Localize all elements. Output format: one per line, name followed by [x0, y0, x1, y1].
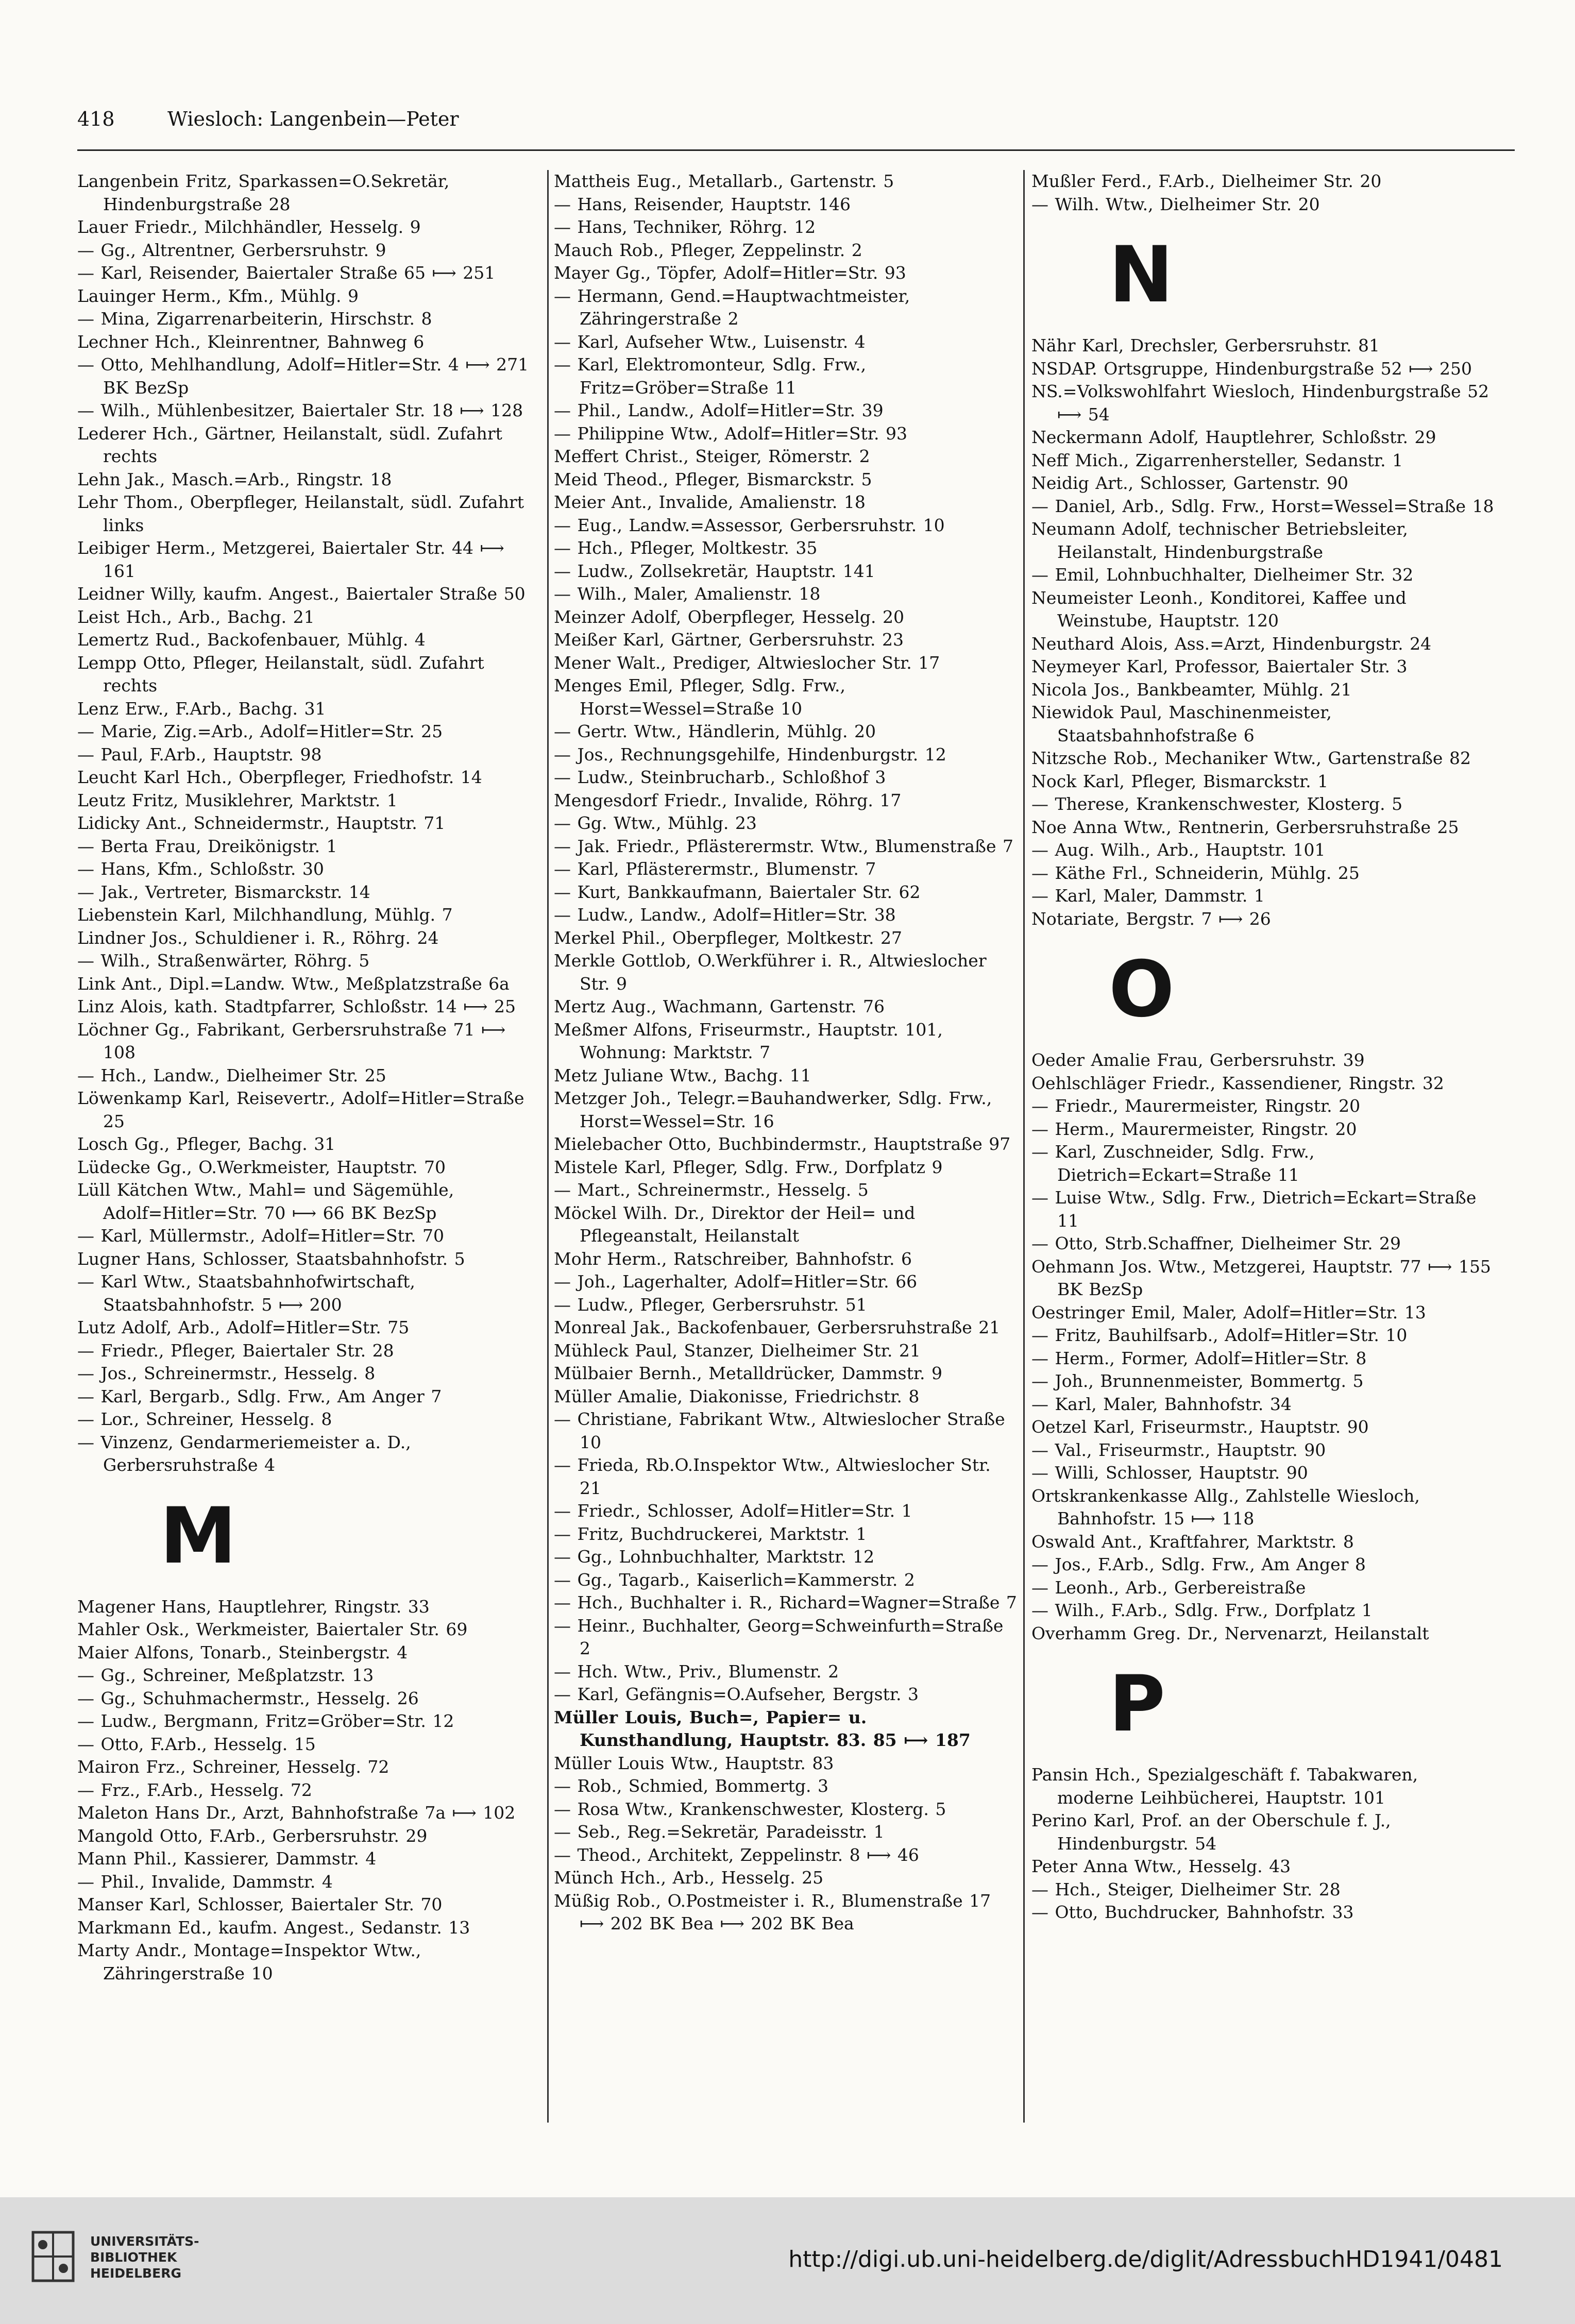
directory-entry: — Therese, Krankenschwester, Klosterg. 5 — [1031, 794, 1403, 814]
column-3 — [1031, 170, 1495, 1924]
directory-entry: Mayer Gg., Töpfer, Adolf=Hitler=Str. 93 — [554, 263, 906, 283]
directory-entry: Oeder Amalie Frau, Gerbersruhstr. 39 — [1031, 1050, 1365, 1070]
library-logo-icon — [30, 2228, 76, 2285]
column-1 — [77, 170, 541, 1985]
directory-entry: — Gg., Lohnbuchhalter, Marktstr. 12 — [554, 1547, 875, 1567]
directory-entry: Lutz Adolf, Arb., Adolf=Hitler=Str. 75 — [77, 1317, 410, 1337]
directory-entry: Oehmann Jos. Wtw., Metzgerei, Hauptstr. 77 ⟼ 155 BK BezSp — [1031, 1256, 1491, 1299]
directory-entry: — Hans, Kfm., Schloßstr. 30 — [77, 859, 324, 879]
directory-entry: — Karl, Elektromonteur, Sdlg. Frw., Fritz=Gröber=Straße 11 — [554, 354, 867, 398]
directory-entry: Liebenstein Karl, Milchhandlung, Mühlg. 7 — [77, 905, 453, 925]
directory-entry: Manser Karl, Schlosser, Baiertaler Str. 70 — [77, 1894, 443, 1914]
directory-entry: — Kurt, Bankkaufmann, Baiertaler Str. 62 — [554, 881, 921, 902]
directory-entry: — Jos., Rechnungsgehilfe, Hindenburgstr. 12 — [554, 744, 946, 765]
directory-entry: Löchner Gg., Fabrikant, Gerbersruhstraße 71 ⟼ 108 — [77, 1019, 506, 1062]
directory-entry: — Karl Wtw., Staatsbahnhofwirtschaft, Staatsbahnhofstr. 5 ⟼ 200 — [77, 1271, 415, 1315]
directory-entry: — Hans, Techniker, Röhrg. 12 — [554, 217, 816, 237]
column-divider-1 — [547, 170, 549, 2123]
directory-entry: — Berta Frau, Dreikönigstr. 1 — [77, 836, 337, 856]
directory-entry: Müller Louis, Buch=, Papier= u. Kunsthandlung, Hauptstr. 83. 85 ⟼ 187 — [554, 1707, 971, 1750]
directory-entry: Löwenkamp Karl, Reisevertr., Adolf=Hitler=Straße 25 — [77, 1088, 524, 1131]
directory-entry: Mener Walt., Prediger, Altwieslocher Str. 17 — [554, 652, 940, 673]
directory-entry: Oehlschläger Friedr., Kassendiener, Ringstr. 32 — [1031, 1073, 1444, 1093]
directory-entry: Mühleck Paul, Stanzer, Dielheimer Str. 21 — [554, 1340, 921, 1361]
directory-entry: Mielebacher Otto, Buchbindermstr., Hauptstraße 97 — [554, 1134, 1011, 1154]
directory-entry: Lempp Otto, Pfleger, Heilanstalt, südl. Zufahrt rechts — [77, 652, 484, 695]
directory-entry: — Friedr., Maurermeister, Ringstr. 20 — [1031, 1096, 1361, 1116]
directory-entry: — Phil., Landw., Adolf=Hitler=Str. 39 — [554, 400, 884, 420]
directory-entry: — Wilh., Straßenwärter, Röhrg. 5 — [77, 951, 370, 971]
directory-entry: — Phil., Invalide, Dammstr. 4 — [77, 1871, 333, 1892]
directory-entry: Lehn Jak., Masch.=Arb., Ringstr. 18 — [77, 469, 392, 489]
directory-entry: Leist Hch., Arb., Bachg. 21 — [77, 606, 315, 627]
directory-entry: — Otto, F.Arb., Hesselg. 15 — [77, 1734, 316, 1754]
directory-entry: NS.=Volkswohlfahrt Wiesloch, Hindenburgstraße 52 ⟼ 54 — [1031, 381, 1489, 425]
directory-entry: Link Ant., Dipl.=Landw. Wtw., Meßplatzstraße 6a — [77, 973, 510, 994]
directory-entry: — Paul, F.Arb., Hauptstr. 98 — [77, 744, 322, 765]
directory-entry: — Gg., Tagarb., Kaiserlich=Kammerstr. 2 — [554, 1569, 915, 1590]
directory-entry: — Wilh. Wtw., Dielheimer Str. 20 — [1031, 194, 1320, 214]
directory-entry: Notariate, Bergstr. 7 ⟼ 26 — [1031, 908, 1271, 929]
directory-entry: Nicola Jos., Bankbeamter, Mühlg. 21 — [1031, 679, 1352, 700]
directory-entry: Lugner Hans, Schlosser, Staatsbahnhofstr. 5 — [77, 1248, 465, 1269]
directory-entry: Lüll Kätchen Wtw., Mahl= und Sägemühle, Adolf=Hitler=Str. 70 ⟼ 66 BK BezSp — [77, 1180, 454, 1223]
directory-entry: — Friedr., Pfleger, Baiertaler Str. 28 — [77, 1340, 394, 1361]
directory-entry: Leidner Willy, kaufm. Angest., Baiertaler Straße 50 — [77, 584, 526, 604]
directory-entry: Leutz Fritz, Musiklehrer, Marktstr. 1 — [77, 790, 398, 810]
directory-entry: — Ludw., Pfleger, Gerbersruhstr. 51 — [554, 1294, 867, 1315]
directory-entry: Lederer Hch., Gärtner, Heilanstalt, südl. Zufahrt rechts — [77, 423, 502, 466]
directory-entry: — Luise Wtw., Sdlg. Frw., Dietrich=Eckart=Straße 11 — [1031, 1188, 1477, 1231]
directory-entry: — Christiane, Fabrikant Wtw., Altwieslocher Straße 10 — [554, 1409, 1005, 1452]
directory-entry: — Hch. Wtw., Priv., Blumenstr. 2 — [554, 1661, 839, 1682]
directory-entry: — Karl, Maler, Dammstr. 1 — [1031, 886, 1265, 906]
directory-entry: Meßmer Alfons, Friseurmstr., Hauptstr. 101, Wohnung: Marktstr. 7 — [554, 1019, 943, 1062]
directory-entry: — Eug., Landw.=Assessor, Gerbersruhstr. 10 — [554, 515, 945, 535]
directory-entry: Müßig Rob., O.Postmeister i. R., Blumenstraße 17 ⟼ 202 BK Bea ⟼ 202 BK Bea — [554, 1890, 991, 1933]
directory-entry: Lechner Hch., Kleinrentner, Bahnweg 6 — [77, 331, 425, 352]
library-footer — [0, 2197, 1575, 2324]
directory-entry: Mußler Ferd., F.Arb., Dielheimer Str. 20 — [1031, 171, 1382, 191]
directory-entry: — Seb., Reg.=Sekretär, Paradeisstr. 1 — [554, 1822, 885, 1842]
directory-entry: — Hch., Buchhalter i. R., Richard=Wagner=Straße 7 — [554, 1592, 1017, 1613]
directory-entry: Nitzsche Rob., Mechaniker Wtw., Gartenstraße 82 — [1031, 748, 1471, 768]
directory-entry: Müller Louis Wtw., Hauptstr. 83 — [554, 1753, 834, 1773]
directory-entry: — Rob., Schmied, Bommertg. 3 — [554, 1776, 828, 1796]
page-number: 418 — [77, 108, 115, 130]
directory-entry: — Jak., Vertreter, Bismarckstr. 14 — [77, 881, 370, 902]
directory-entry: NSDAP. Ortsgruppe, Hindenburgstraße 52 ⟼ 250 — [1031, 358, 1472, 379]
directory-entry: — Rosa Wtw., Krankenschwester, Klosterg. 5 — [554, 1799, 946, 1819]
directory-entry: — Karl, Pflästerermstr., Blumenstr. 7 — [554, 859, 876, 879]
directory-entry: — Karl, Maler, Bahnhofstr. 34 — [1031, 1394, 1292, 1414]
directory-entry: — Frieda, Rb.O.Inspektor Wtw., Altwieslocher Str. 21 — [554, 1455, 991, 1498]
directory-entry: Neumeister Leonh., Konditorei, Kaffee und Weinstube, Hauptstr. 120 — [1031, 587, 1407, 631]
directory-entry: — Fritz, Bauhilfsarb., Adolf=Hitler=Str. 10 — [1031, 1325, 1408, 1345]
directory-entry: — Gg. Wtw., Mühlg. 23 — [554, 813, 757, 833]
directory-entry: — Gg., Altrentner, Gerbersruhstr. 9 — [77, 240, 386, 260]
section-letter: O — [1109, 945, 1175, 1034]
section-letter: P — [1109, 1659, 1165, 1749]
directory-entry: Metz Juliane Wtw., Bachg. 11 — [554, 1065, 811, 1085]
directory-entry: Menges Emil, Pfleger, Sdlg. Frw., Horst=Wessel=Straße 10 — [554, 675, 846, 719]
directory-entry: Münch Hch., Arb., Hesselg. 25 — [554, 1868, 824, 1888]
directory-entry: Müller Amalie, Diakonisse, Friedrichstr. 8 — [554, 1386, 920, 1406]
directory-entry: — Jak. Friedr., Pflästerermstr. Wtw., Blumenstraße 7 — [554, 836, 1013, 856]
section-letter: N — [1109, 230, 1174, 320]
directory-entry: Neuthard Alois, Ass.=Arzt, Hindenburgstr. 24 — [1031, 633, 1432, 654]
directory-entry: Oswald Ant., Kraftfahrer, Marktstr. 8 — [1031, 1531, 1354, 1552]
directory-entry: Lehr Thom., Oberpfleger, Heilanstalt, südl. Zufahrt links — [77, 492, 524, 535]
directory-entry: Noe Anna Wtw., Rentnerin, Gerbersruhstraße 25 — [1031, 817, 1459, 837]
directory-entry: — Wilh., Mühlenbesitzer, Baiertaler Str. 18 ⟼ 128 — [77, 400, 523, 420]
institution-line-1: UNIVERSITÄTS- — [90, 2234, 199, 2249]
directory-entry: — Mina, Zigarrenarbeiterin, Hirschstr. 8 — [77, 309, 432, 329]
directory-entry: — Otto, Strb.Schaffner, Dielheimer Str. 29 — [1031, 1233, 1401, 1253]
directory-entry: — Jos., Schreinermstr., Hesselg. 8 — [77, 1363, 376, 1383]
directory-entry: — Käthe Frl., Schneiderin, Mühlg. 25 — [1031, 862, 1360, 883]
directory-entry: Mahler Osk., Werkmeister, Baiertaler Str. 69 — [77, 1619, 468, 1639]
directory-entry: — Val., Friseurmstr., Hauptstr. 90 — [1031, 1439, 1326, 1460]
page-header — [77, 101, 1515, 137]
directory-entry: Meißer Karl, Gärtner, Gerbersruhstr. 23 — [554, 630, 904, 650]
directory-entry: — Karl, Müllermstr., Adolf=Hitler=Str. 70 — [77, 1226, 445, 1246]
directory-entry: — Ludw., Zollsekretär, Hauptstr. 141 — [554, 561, 875, 581]
directory-entry: — Philippine Wtw., Adolf=Hitler=Str. 93 — [554, 423, 907, 444]
institution-name — [90, 2233, 199, 2281]
directory-entry: — Karl, Zuschneider, Sdlg. Frw., Dietrich=Eckart=Straße 11 — [1031, 1142, 1315, 1185]
directory-entry: — Jos., F.Arb., Sdlg. Frw., Am Anger 8 — [1031, 1554, 1366, 1574]
directory-entry: — Wilh., F.Arb., Sdlg. Frw., Dorfplatz 1 — [1031, 1600, 1373, 1620]
directory-entry: — Ludw., Landw., Adolf=Hitler=Str. 38 — [554, 905, 896, 925]
directory-entry: Mohr Herm., Ratschreiber, Bahnhofstr. 6 — [554, 1248, 912, 1269]
directory-entry: Overhamm Greg. Dr., Nervenarzt, Heilanstalt — [1031, 1623, 1429, 1643]
directory-entry: Mangold Otto, F.Arb., Gerbersruhstr. 29 — [77, 1825, 428, 1846]
directory-entry: — Mart., Schreinermstr., Hesselg. 5 — [554, 1180, 869, 1200]
directory-entry: Meinzer Adolf, Oberpfleger, Hesselg. 20 — [554, 606, 904, 627]
directory-entry: Mengesdorf Friedr., Invalide, Röhrg. 17 — [554, 790, 902, 810]
header-rule — [77, 149, 1515, 151]
directory-entry: Niewidok Paul, Maschinenmeister, Staatsbahnhofstraße 6 — [1031, 702, 1332, 745]
directory-entry: — Gg., Schreiner, Meßplatzstr. 13 — [77, 1665, 374, 1685]
directory-entry: Neidig Art., Schlosser, Gartenstr. 90 — [1031, 473, 1349, 493]
directory-entry: — Frz., F.Arb., Hesselg. 72 — [77, 1779, 312, 1800]
directory-entry: — Karl, Bergarb., Sdlg. Frw., Am Anger 7 — [77, 1386, 442, 1406]
page-title: Wiesloch: Langenbein—Peter — [167, 108, 459, 130]
directory-entry: Pansin Hch., Spezialgeschäft f. Tabakwaren, moderne Leihbücherei, Hauptstr. 101 — [1031, 1765, 1418, 1808]
directory-entry: Nähr Karl, Drechsler, Gerbersruhstr. 81 — [1031, 335, 1380, 355]
directory-entry: Maleton Hans Dr., Arzt, Bahnhofstraße 7a ⟼ 102 — [77, 1803, 516, 1823]
directory-entry: Lindner Jos., Schuldiener i. R., Röhrg. 24 — [77, 927, 439, 948]
directory-entry: — Vinzenz, Gendarmeriemeister a. D., Gerbersruhstraße 4 — [77, 1432, 411, 1475]
directory-entry: — Joh., Brunnenmeister, Bommertg. 5 — [1031, 1371, 1364, 1391]
directory-entry: — Hans, Reisender, Hauptstr. 146 — [554, 194, 851, 214]
directory-entry: — Otto, Mehlhandlung, Adolf=Hitler=Str. 4 ⟼ 271 BK BezSp — [77, 354, 529, 398]
directory-entry: — Hch., Pfleger, Moltkestr. 35 — [554, 538, 818, 558]
directory-entry: — Herm., Maurermeister, Ringstr. 20 — [1031, 1118, 1357, 1139]
institution-line-2: BIBLIOTHEK — [90, 2250, 177, 2265]
directory-entry: — Karl, Reisender, Baiertaler Straße 65 ⟼ 251 — [77, 263, 496, 283]
directory-entry: Linz Alois, kath. Stadtpfarrer, Schloßstr. 14 ⟼ 25 — [77, 996, 516, 1016]
directory-entry: — Daniel, Arb., Sdlg. Frw., Horst=Wessel=Straße 18 — [1031, 496, 1494, 516]
directory-entry: Marty Andr., Montage=Inspektor Wtw., Zähringerstraße 10 — [77, 1940, 421, 1983]
directory-entry: — Karl, Gefängnis=O.Aufseher, Bergstr. 3 — [554, 1684, 919, 1704]
directory-entry: Merkle Gottlob, O.Werkführer i. R., Altwieslocher Str. 9 — [554, 951, 987, 994]
directory-entry: Mauch Rob., Pfleger, Zeppelinstr. 2 — [554, 240, 862, 260]
directory-entry: Lauer Friedr., Milchhändler, Hesselg. 9 — [77, 217, 421, 237]
column-2 — [554, 170, 1018, 1936]
directory-entry: Mann Phil., Kassierer, Dammstr. 4 — [77, 1848, 377, 1869]
directory-entry: — Karl, Aufseher Wtw., Luisenstr. 4 — [554, 331, 866, 352]
directory-entry: Peter Anna Wtw., Hesselg. 43 — [1031, 1856, 1291, 1876]
directory-entry: — Emil, Lohnbuchhalter, Dielheimer Str. 32 — [1031, 565, 1414, 585]
directory-entry: Metzger Joh., Telegr.=Bauhandwerker, Sdlg. Frw., Horst=Wessel=Str. 16 — [554, 1088, 992, 1131]
directory-entry: Neff Mich., Zigarrenhersteller, Sedanstr. 1 — [1031, 450, 1403, 470]
directory-entry: Ortskrankenkasse Allg., Zahlstelle Wiesloch, Bahnhofstr. 15 ⟼ 118 — [1031, 1485, 1420, 1529]
directory-entry: Maier Alfons, Tonarb., Steinbergstr. 4 — [77, 1642, 408, 1663]
directory-entry: Merkel Phil., Oberpfleger, Moltkestr. 27 — [554, 927, 902, 948]
directory-entry: — Aug. Wilh., Arb., Hauptstr. 101 — [1031, 840, 1326, 860]
directory-entry: — Fritz, Buchdruckerei, Marktstr. 1 — [554, 1523, 867, 1544]
directory-entry: Meid Theod., Pfleger, Bismarckstr. 5 — [554, 469, 872, 489]
directory-entry: Oestringer Emil, Maler, Adolf=Hitler=Str. 13 — [1031, 1302, 1426, 1322]
directory-entry: Losch Gg., Pfleger, Bachg. 31 — [77, 1134, 336, 1154]
directory-entry: — Leonh., Arb., Gerbereistraße — [1031, 1577, 1306, 1598]
directory-entry: Möckel Wilh. Dr., Direktor der Heil= und Pflegeanstalt, Heilanstalt — [554, 1202, 916, 1246]
directory-entry: Lidicky Ant., Schneidermstr., Hauptstr. 71 — [77, 813, 446, 833]
directory-entry: — Marie, Zig.=Arb., Adolf=Hitler=Str. 25 — [77, 721, 443, 741]
directory-entry: — Wilh., Maler, Amalienstr. 18 — [554, 584, 821, 604]
directory-entry: — Hermann, Gend.=Hauptwachtmeister, Zähringerstraße 2 — [554, 285, 910, 329]
directory-entry: Langenbein Fritz, Sparkassen=O.Sekretär, Hindenburgstraße 28 — [77, 171, 450, 214]
section-letter: M — [160, 1491, 237, 1581]
source-url-link[interactable]: http://digi.ub.uni-heidelberg.de/diglit/AdressbuchHD1941/0481 — [788, 2246, 1503, 2272]
directory-entry: Mülbaier Bernh., Metalldrücker, Dammstr. 9 — [554, 1363, 942, 1383]
directory-entry: — Lor., Schreiner, Hesselg. 8 — [77, 1409, 332, 1429]
directory-entry: Leucht Karl Hch., Oberpfleger, Friedhofstr. 14 — [77, 767, 482, 787]
directory-entry: — Hch., Steiger, Dielheimer Str. 28 — [1031, 1879, 1341, 1899]
directory-entry: — Gg., Schuhmachermstr., Hesselg. 26 — [77, 1688, 419, 1708]
directory-entry: Perino Karl, Prof. an der Oberschule f. J., Hindenburgstr. 54 — [1031, 1810, 1391, 1854]
directory-entry: Meier Ant., Invalide, Amalienstr. 18 — [554, 492, 866, 512]
directory-entry: Meffert Christ., Steiger, Römerstr. 2 — [554, 446, 870, 466]
directory-entry: Lüdecke Gg., O.Werkmeister, Hauptstr. 70 — [77, 1157, 446, 1177]
directory-entry: Mistele Karl, Pfleger, Sdlg. Frw., Dorfplatz 9 — [554, 1157, 943, 1177]
directory-entry: Neckermann Adolf, Hauptlehrer, Schloßstr. 29 — [1031, 427, 1436, 447]
directory-entry: Oetzel Karl, Friseurmstr., Hauptstr. 90 — [1031, 1417, 1369, 1437]
directory-entry: Nock Karl, Pfleger, Bismarckstr. 1 — [1031, 771, 1329, 791]
directory-entry: Mertz Aug., Wachmann, Gartenstr. 76 — [554, 996, 885, 1016]
directory-entry: Markmann Ed., kaufm. Angest., Sedanstr. 13 — [77, 1917, 470, 1938]
directory-entry: — Theod., Architekt, Zeppelinstr. 8 ⟼ 46 — [554, 1844, 919, 1865]
directory-entry: Mattheis Eug., Metallarb., Gartenstr. 5 — [554, 171, 894, 191]
directory-entry: — Herm., Former, Adolf=Hitler=Str. 8 — [1031, 1348, 1367, 1368]
directory-entry: Lemertz Rud., Backofenbauer, Mühlg. 4 — [77, 630, 426, 650]
directory-entry: Lauinger Herm., Kfm., Mühlg. 9 — [77, 285, 359, 306]
directory-entry: Leibiger Herm., Metzgerei, Baiertaler Str. 44 ⟼ 161 — [77, 538, 504, 581]
directory-entry: Neumann Adolf, technischer Betriebsleiter, Heilanstalt, Hindenburgstraße — [1031, 519, 1408, 562]
directory-entry: — Ludw., Bergmann, Fritz=Gröber=Str. 12 — [77, 1711, 454, 1731]
directory-entry: Monreal Jak., Backofenbauer, Gerbersruhstraße 21 — [554, 1317, 1001, 1337]
directory-entry: Neymeyer Karl, Professor, Baiertaler Str. 3 — [1031, 656, 1408, 676]
directory-entry: Magener Hans, Hauptlehrer, Ringstr. 33 — [77, 1596, 430, 1617]
directory-entry: — Joh., Lagerhalter, Adolf=Hitler=Str. 66 — [554, 1271, 918, 1292]
directory-entry: — Heinr., Buchhalter, Georg=Schweinfurth=Straße 2 — [554, 1615, 1004, 1658]
directory-entry: — Gertr. Wtw., Händlerin, Mühlg. 20 — [554, 721, 876, 741]
directory-entry: — Friedr., Schlosser, Adolf=Hitler=Str. 1 — [554, 1501, 912, 1521]
column-divider-2 — [1023, 170, 1025, 2123]
directory-entry: — Otto, Buchdrucker, Bahnhofstr. 33 — [1031, 1902, 1354, 1922]
directory-entry: — Hch., Landw., Dielheimer Str. 25 — [77, 1065, 386, 1085]
directory-entry: — Willi, Schlosser, Hauptstr. 90 — [1031, 1463, 1308, 1483]
directory-entry: — Ludw., Steinbrucharb., Schloßhof 3 — [554, 767, 886, 787]
directory-entry: Lenz Erw., F.Arb., Bachg. 31 — [77, 698, 326, 719]
directory-entry: Mairon Frz., Schreiner, Hesselg. 72 — [77, 1757, 389, 1777]
institution-line-3: HEIDELBERG — [90, 2266, 181, 2281]
